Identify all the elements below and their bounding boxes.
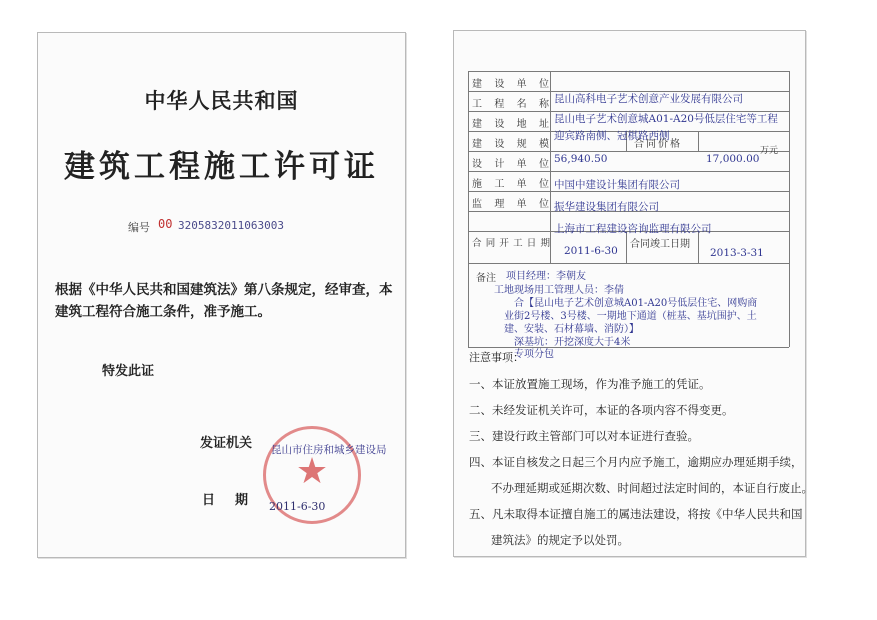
note-item-continued: 建筑法》的规定予以处罚。 — [491, 533, 629, 547]
certificate-number-label: 编号 — [128, 221, 150, 234]
contract-end-date-label: 合同竣工日期 — [630, 239, 690, 250]
remark-line: 业街2号楼、3号楼、一期地下通道（桩基、基坑围护、土 — [504, 311, 757, 322]
contract-price-label: 合同价格 — [634, 139, 682, 150]
issuing-authority-label: 发证机关 — [200, 436, 253, 451]
row-value-design-unit: 56,940.50 — [554, 153, 608, 165]
permit-front-page — [37, 32, 406, 558]
certificate-number: 320583201106300З — [178, 219, 284, 232]
row-value-supervision-company: 上海市工程建设咨询监理有限公司 — [554, 223, 712, 235]
document-title: 建筑工程施工许可证 — [64, 149, 379, 185]
certificate-number-prefix: 00 — [158, 217, 173, 231]
note-item: 三、建设行政主管部门可以对本证进行查验。 — [469, 429, 699, 443]
row-label-address: 建设地址 — [472, 119, 550, 130]
row-value-contractor: 中国中建设计集团有限公司 — [554, 179, 680, 191]
table-row-divider — [468, 263, 789, 264]
remark-line: 深基坑：开挖深度大于4米 — [514, 337, 631, 348]
remark-line: 专项分包 — [514, 349, 554, 360]
note-item: 一、本证放置施工现场，作为准予施工的凭证。 — [469, 377, 711, 391]
row-value-scale: 迎宾路南侧、冠棋路西侧 — [554, 130, 670, 142]
notes-title: 注意事项： — [469, 351, 524, 364]
row-label-scale: 建设规模 — [472, 139, 550, 150]
row-value-project-name: 昆山高科电子艺术创意产业发展有限公司 — [554, 93, 743, 105]
note-item: 四、本证自核发之日起三个月内应予施工，逾期应办理延期手续， — [469, 455, 803, 469]
contract-end-date: 2013-3-31 — [710, 247, 764, 259]
remark-line: 合【昆山电子艺术创意城A01-A20号低层住宅、网购商 — [514, 298, 758, 309]
row-value-supervisor: 振华建设集团有限公司 — [554, 201, 659, 213]
table-border-top — [468, 71, 789, 72]
issue-date: 2011-6-30 — [269, 500, 326, 513]
issue-date-label: 日期 — [202, 493, 269, 508]
note-item-continued: 不办理延期或延期次数、时间超过法定时间的，本证自行废止。 — [491, 481, 813, 495]
row-label-start-date: 合同开工日期 — [472, 238, 550, 249]
row-label-supervisor: 监理单位 — [472, 199, 550, 210]
permit-details-page — [453, 30, 813, 557]
contract-price-value: 17,000.00 — [706, 153, 760, 165]
remark-line: 工地现场用工管理人员：李倩 — [494, 285, 624, 296]
table-row-divider — [468, 151, 789, 152]
note-item: 五、凡未取得本证擅自施工的属违法建设，将按《中华人民共和国 — [469, 507, 803, 521]
remark-line: 建、安装、石材幕墙、消防）】 — [504, 324, 639, 335]
contract-price-unit: 万元 — [760, 146, 779, 156]
table-border-left — [468, 71, 469, 347]
table-column-divider — [550, 71, 551, 263]
contract-start-date: 2011-6-30 — [564, 245, 618, 257]
row-label-design-unit: 设计单位 — [472, 159, 550, 170]
row-value-address: 昆山电子艺术创意城A01-A20号低层住宅等工程 — [554, 113, 778, 125]
table-border-right — [789, 71, 790, 347]
row-label-contractor: 施工单位 — [472, 179, 550, 190]
permit-statement: 根据《中华人民共和国建筑法》第八条规定，经审查，本建筑工程符合施工条件，准予施工。 — [55, 282, 393, 320]
note-item: 二、未经发证机关许可，本证的各项内容不得变更。 — [469, 403, 734, 417]
remarks-label: 备注 — [476, 273, 496, 284]
table-row-divider — [468, 171, 789, 172]
issuance-phrase: 特发此证 — [102, 364, 155, 379]
remark-line: 项目经理：李朝友 — [506, 271, 586, 282]
table-column-divider — [698, 131, 699, 151]
country-heading: 中华人民共和国 — [144, 88, 299, 113]
row-label-construction-unit: 建设单位 — [472, 79, 550, 90]
issuing-authority: 昆山市住房和城乡建设局 — [271, 444, 387, 456]
row-label-project-name: 工程名称 — [472, 99, 550, 110]
seal-star-icon: ★ — [295, 451, 329, 492]
